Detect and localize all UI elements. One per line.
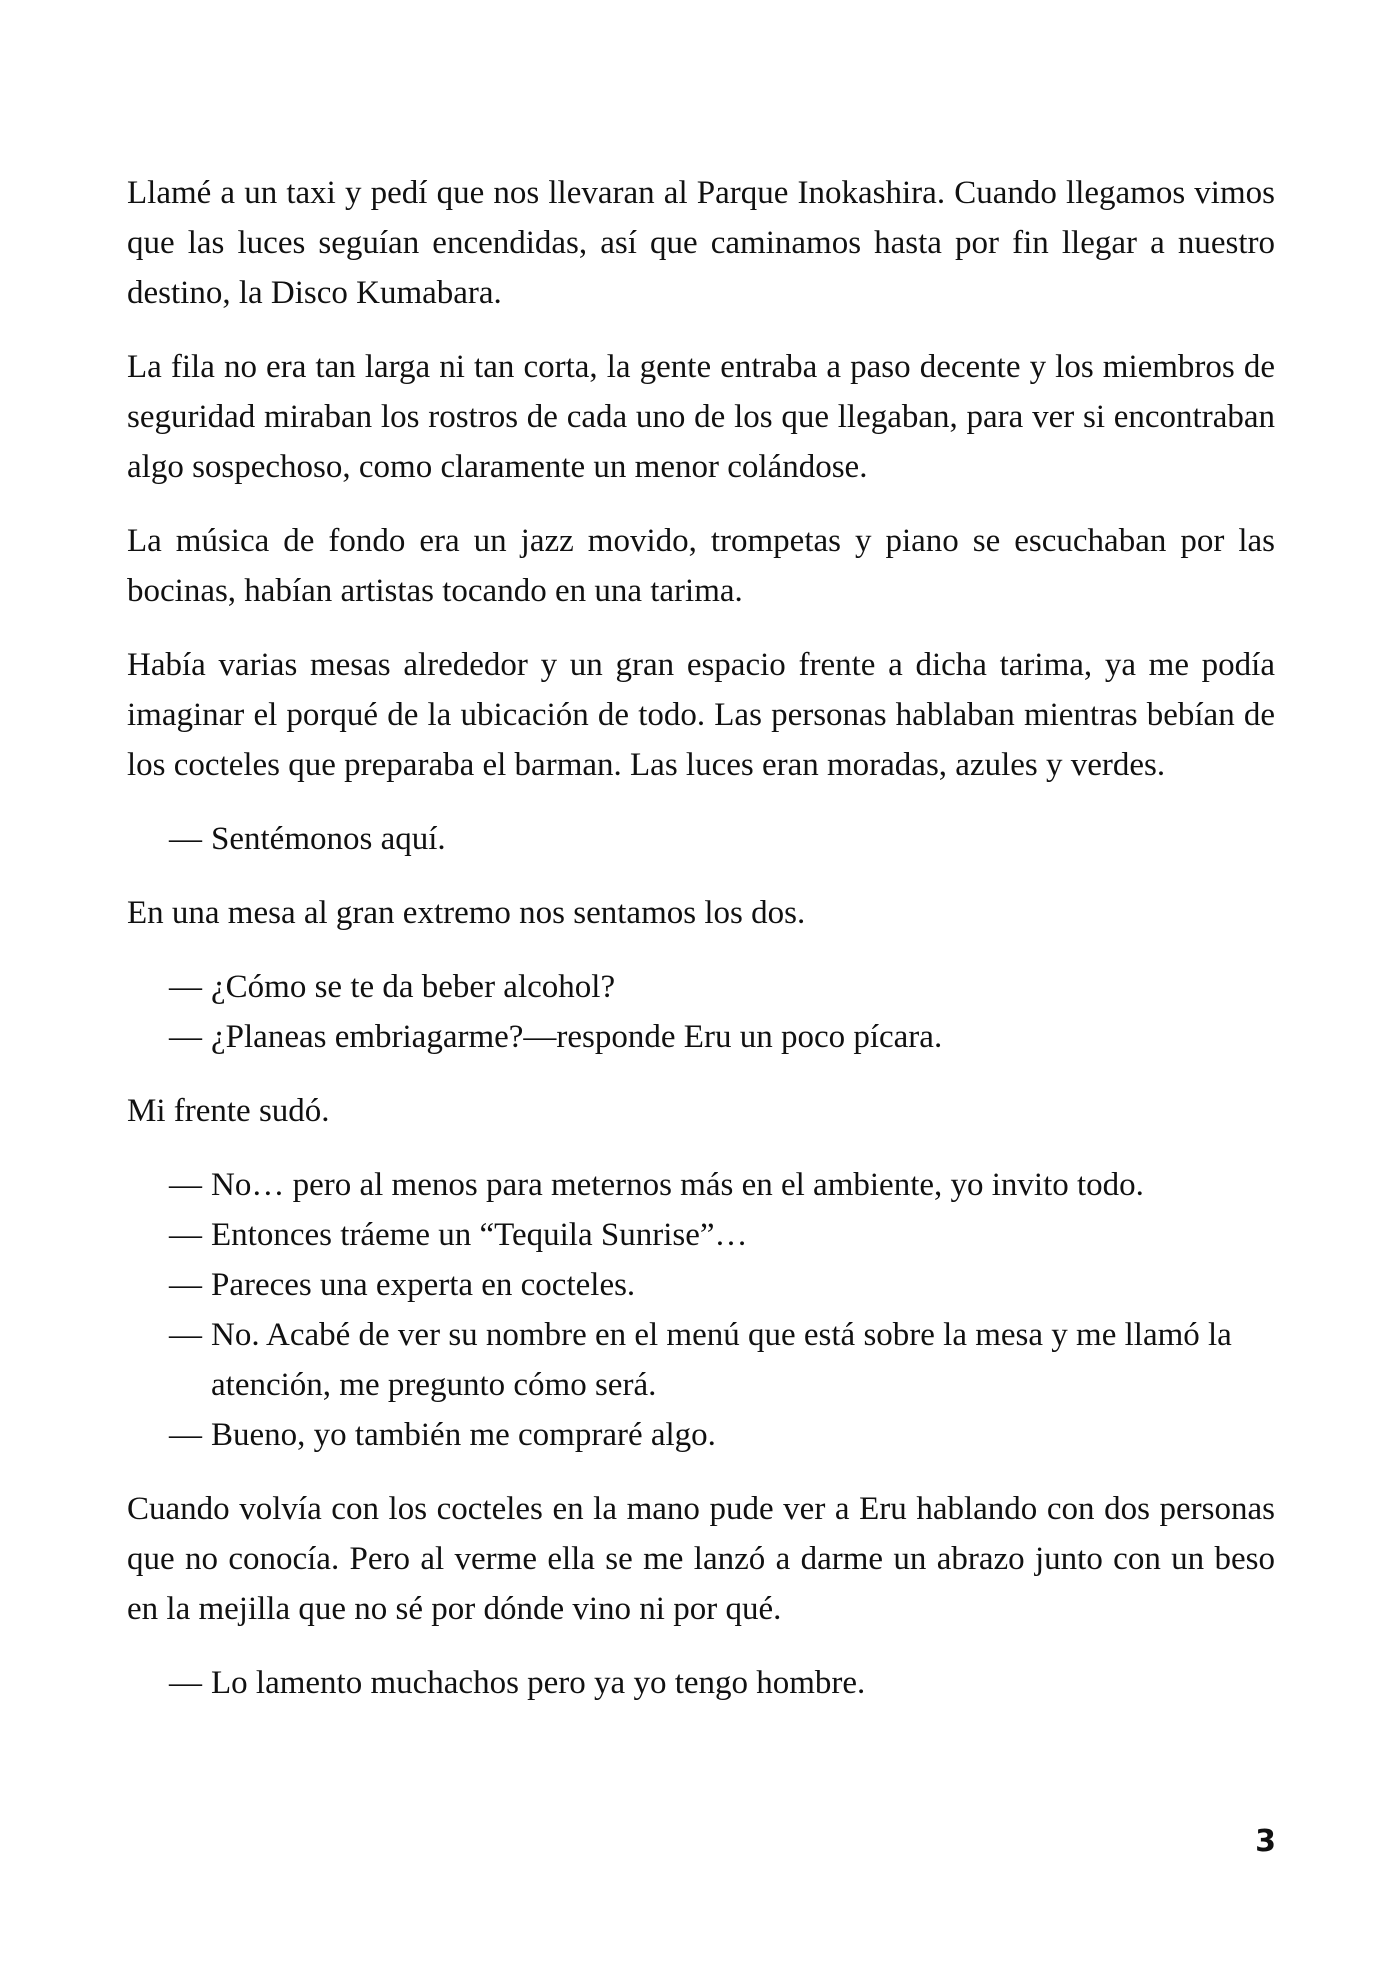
dialogue-line — [127, 1160, 1275, 1210]
dialogue-text: Sentémonos aquí. — [211, 821, 446, 857]
dialogue-block — [127, 814, 1275, 864]
dialogue-text: No… pero al menos para meternos más en el ambiente, yo invito todo. — [211, 1167, 1144, 1203]
dialogue-text: Bueno, yo también me compraré algo. — [211, 1417, 716, 1453]
dialogue-line — [127, 1658, 1275, 1708]
dialogue-line — [127, 1210, 1275, 1260]
dialogue-dash: — — [169, 1317, 202, 1353]
paragraph: La música de fondo era un jazz movido, trompetas y piano se escuchaban por las bocinas, habían artistas tocando en una tarima. — [127, 523, 1275, 609]
dialogue-line — [127, 814, 1275, 864]
dialogue-dash: — — [169, 1167, 202, 1203]
paragraph: La fila no era tan larga ni tan corta, la gente entraba a paso decente y los miembros de seguridad miraban los rostros de cada uno de los que llegaban, para ver si encontraban algo sospechoso, como claramente un menor colándose. — [127, 349, 1275, 485]
dialogue-text: ¿Cómo se te da beber alcohol? — [211, 969, 616, 1005]
dialogue-text: Entonces tráeme un “Tequila Sunrise”… — [211, 1217, 748, 1253]
dialogue-dash: — — [169, 969, 202, 1005]
paragraph: Mi frente sudó. — [127, 1093, 330, 1129]
dialogue-line — [127, 1410, 1275, 1460]
dialogue-block — [127, 962, 1275, 1062]
dialogue-dash: — — [169, 1217, 202, 1253]
paragraph: Llamé a un taxi y pedí que nos llevaran al Parque Inokashira. Cuando llegamos vimos que las luces seguían encendidas, así que caminamos hasta por fin llegar a nuestro destino, la Disco Kumabara. — [127, 175, 1275, 311]
dialogue-text: No. Acabé de ver su nombre en el menú que está sobre la mesa y me llamó la atención, me pregunto cómo será. — [211, 1317, 1232, 1403]
dialogue-text: Pareces una experta en cocteles. — [211, 1267, 636, 1303]
dialogue-dash: — — [169, 1019, 202, 1055]
dialogue-dash: — — [169, 1417, 202, 1453]
dialogue-line — [127, 962, 1275, 1012]
paragraph: Cuando volvía con los cocteles en la mano pude ver a Eru hablando con dos personas que no conocía. Pero al verme ella se me lanzó a darme un abrazo junto con un beso en la mejilla que no sé por dónde vino ni por qué. — [127, 1491, 1275, 1627]
dialogue-line — [127, 1310, 1275, 1410]
dialogue-dash: — — [169, 1267, 202, 1303]
dialogue-text: ¿Planeas embriagarme?—responde Eru un poco pícara. — [211, 1019, 943, 1055]
paragraph: Había varias mesas alrededor y un gran espacio frente a dicha tarima, ya me podía imaginar el porqué de la ubicación de todo. Las personas hablaban mientras bebían de los cocteles que preparaba el barman. Las luces eran moradas, azules y verdes. — [127, 647, 1275, 783]
dialogue-line — [127, 1012, 1275, 1062]
dialogue-block — [127, 1160, 1275, 1460]
dialogue-block — [127, 1658, 1275, 1708]
page-text — [127, 168, 1275, 1732]
dialogue-line — [127, 1260, 1275, 1310]
paragraph: En una mesa al gran extremo nos sentamos los dos. — [127, 895, 806, 931]
page-number: 3 — [1255, 1824, 1276, 1859]
dialogue-text: Lo lamento muchachos pero ya yo tengo hombre. — [211, 1665, 866, 1701]
dialogue-dash: — — [169, 1665, 202, 1701]
dialogue-dash: — — [169, 821, 202, 857]
